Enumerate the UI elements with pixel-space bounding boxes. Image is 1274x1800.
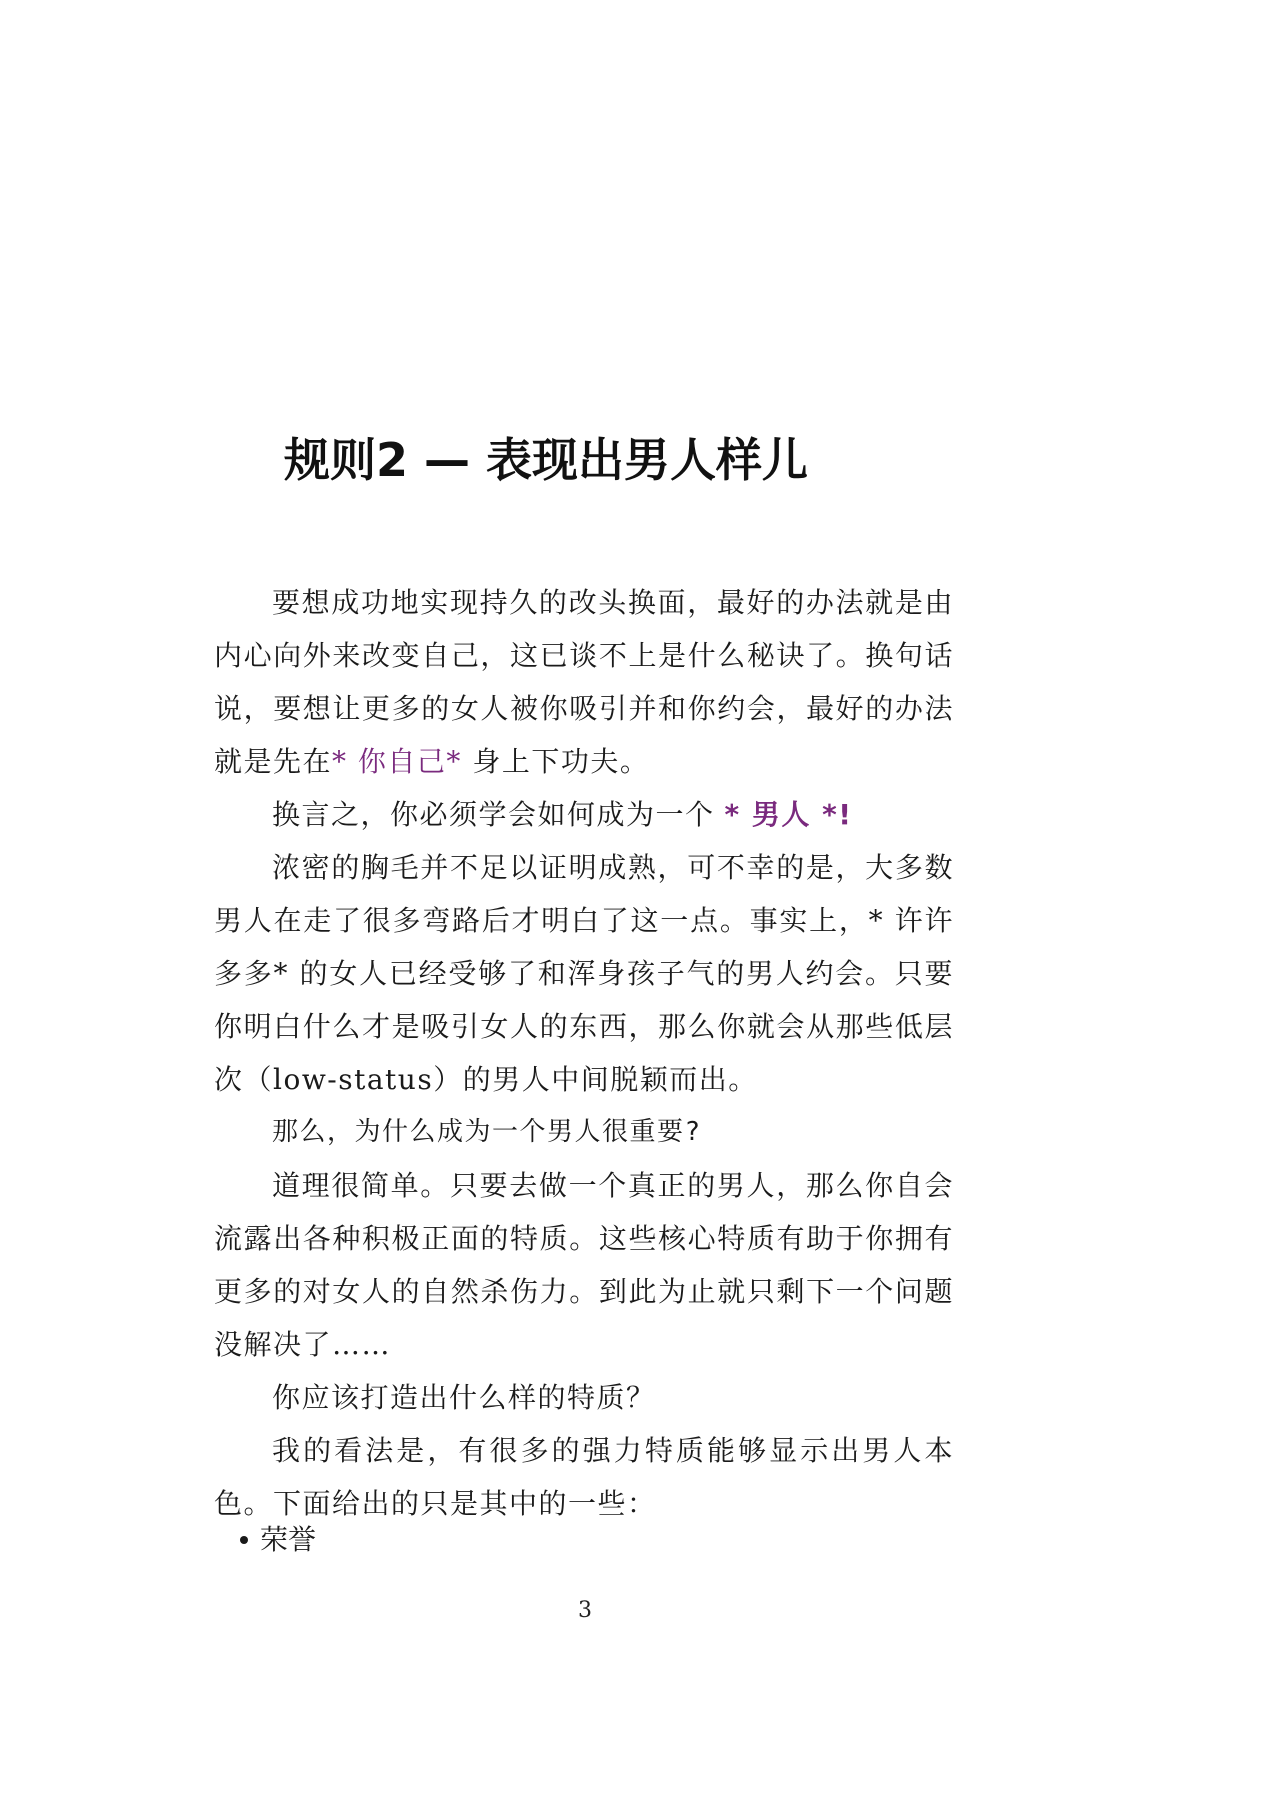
paragraph-intro-tail: 身上下功夫。 [461,745,650,778]
body-text [214,576,954,1530]
list-item-label: 荣誉 [260,1523,317,1556]
paragraph-intro-text: 要想成功地实现持久的改头换面，最好的办法就是由内心向外来改变自己，这已谈不上是什么秘诀了。换句话说，要想让更多的女人被你吸引并和你约会，最好的办法就是先在 [214,586,954,778]
paragraph-traits-question: 你应该打造出什么样的特质？ [272,1381,656,1414]
list-item [240,1513,316,1566]
chapter-title: 规则2 — 表现出男人样儿 [284,433,809,487]
traits-list [240,1513,316,1566]
page-number: 3 [578,1598,592,1623]
emphasis-yourself: * 你自己* [332,745,462,778]
paragraph-why-question: 那么，为什么成为一个男人很重要? [272,1117,702,1147]
paragraph-maturity: 浓密的胸毛并不足以证明成熟，可不幸的是，大多数男人在走了很多弯路后才明白了这一点。事实上，* 许许多多* 的女人已经受够了和浑身孩子气的男人约会。只要你明白什么才是吸引女人的东西，那么你就会从那些低层次（low-status）的男人中间脱颖而出。 [214,851,954,1096]
paragraph-become-man-text: 换言之，你必须学会如何成为一个 [272,798,715,831]
paragraph-become-man [214,788,954,841]
paragraph-traits-intro: 我的看法是，有很多的强力特质能够显示出男人本色。下面给出的只是其中的一些： [214,1434,954,1520]
emphasis-man: * 男人 *! [724,798,853,831]
paragraph-reason: 道理很简单。只要去做一个真正的男人，那么你自会流露出各种积极正面的特质。这些核心特质有助于你拥有更多的对女人的自然杀伤力。到此为止就只剩下一个问题没解决了…… [214,1169,954,1361]
bullet-icon [240,1536,248,1544]
paragraph-intro [214,576,954,788]
